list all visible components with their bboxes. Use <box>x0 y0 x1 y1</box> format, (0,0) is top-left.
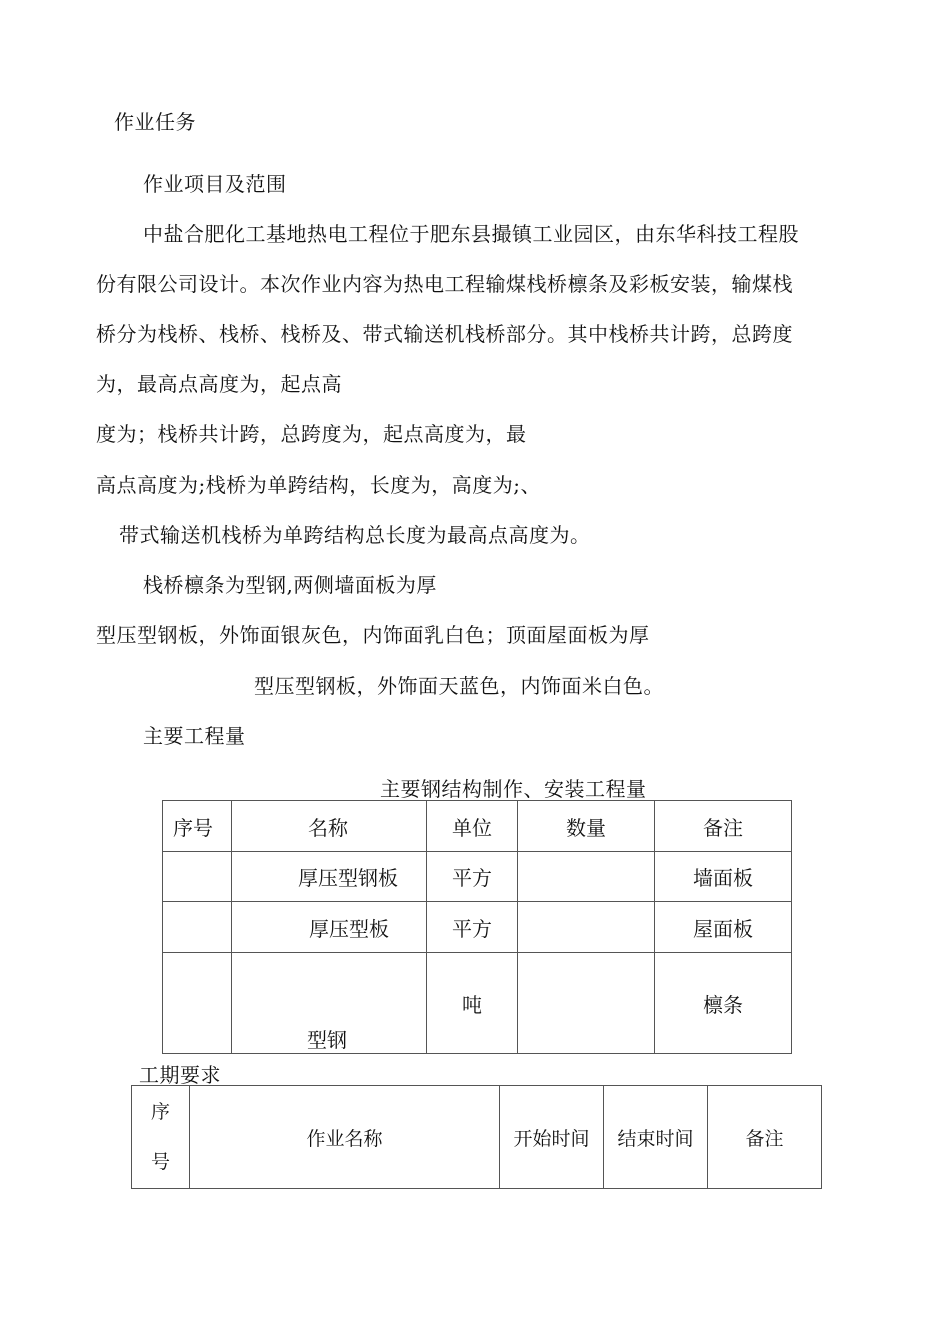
subsection-quantity-title: 主要工程量 <box>143 724 246 748</box>
cell-name: 型钢 <box>232 953 427 1054</box>
cell-index <box>163 902 232 953</box>
cell-name: 厚压型钢板 <box>232 852 427 902</box>
paragraph-line: 高点高度为;栈桥为单跨结构，长度为，高度为;、 <box>96 473 541 497</box>
paragraph-line: 栈桥檩条为型钢,两侧墙面板为厚 <box>143 573 437 597</box>
cell-unit: 平方 <box>427 852 518 902</box>
paragraph-line: 度为；栈桥共计跨，总跨度为，起点高度为，最 <box>96 422 527 446</box>
cell-unit: 吨 <box>427 953 518 1054</box>
cell-note: 屋面板 <box>655 902 792 953</box>
table-row <box>163 902 792 953</box>
header-name: 名称 <box>232 801 427 852</box>
header-end: 结束时间 <box>604 1086 708 1189</box>
header-index-line2: 号 <box>150 1151 170 1173</box>
header-unit: 单位 <box>427 801 518 852</box>
header-index <box>132 1086 190 1189</box>
header-start: 开始时间 <box>500 1086 604 1189</box>
cell-qty <box>518 852 655 902</box>
paragraph-line: 中盐合肥化工基地热电工程位于肥东县撮镇工业园区，由东华科技工程股 <box>143 222 799 246</box>
cell-qty <box>518 902 655 953</box>
paragraph-line: 份有限公司设计。本次作业内容为热电工程输煤栈桥檩条及彩板安装，输煤栈 <box>96 272 793 296</box>
schedule-title: 工期要求 <box>139 1063 221 1087</box>
header-note: 备注 <box>708 1086 822 1189</box>
schedule-table <box>131 1085 822 1189</box>
subsection-scope-title: 作业项目及范围 <box>143 172 287 196</box>
header-task: 作业名称 <box>190 1086 500 1189</box>
cell-index <box>163 953 232 1054</box>
paragraph-line: 带式输送机栈桥为单跨结构总长度为最高点高度为。 <box>119 523 591 547</box>
table-header-row <box>132 1086 822 1189</box>
header-index-line1: 序 <box>150 1101 170 1123</box>
header-qty: 数量 <box>518 801 655 852</box>
cell-note: 檩条 <box>655 953 792 1054</box>
table-row <box>163 852 792 902</box>
header-index: 序号 <box>163 801 232 852</box>
paragraph-line: 型压型钢板，外饰面银灰色，内饰面乳白色；顶面屋面板为厚 <box>96 623 650 647</box>
quantity-table <box>162 800 792 1054</box>
table-row <box>163 953 792 1054</box>
cell-unit: 平方 <box>427 902 518 953</box>
paragraph-line: 桥分为栈桥、栈桥、栈桥及、带式输送机栈桥部分。其中栈桥共计跨，总跨度 <box>96 322 793 346</box>
paragraph-line: 型压型钢板，外饰面天蓝色，内饰面米白色。 <box>254 674 664 698</box>
cell-note: 墙面板 <box>655 852 792 902</box>
quantity-table-caption: 主要钢结构制作、安装工程量 <box>380 777 647 801</box>
cell-name: 厚压型板 <box>232 902 427 953</box>
cell-qty <box>518 953 655 1054</box>
header-note: 备注 <box>655 801 792 852</box>
cell-index <box>163 852 232 902</box>
paragraph-line: 为，最高点高度为，起点高 <box>96 372 342 396</box>
section-title: 作业任务 <box>114 110 196 134</box>
table-header-row <box>163 801 792 852</box>
